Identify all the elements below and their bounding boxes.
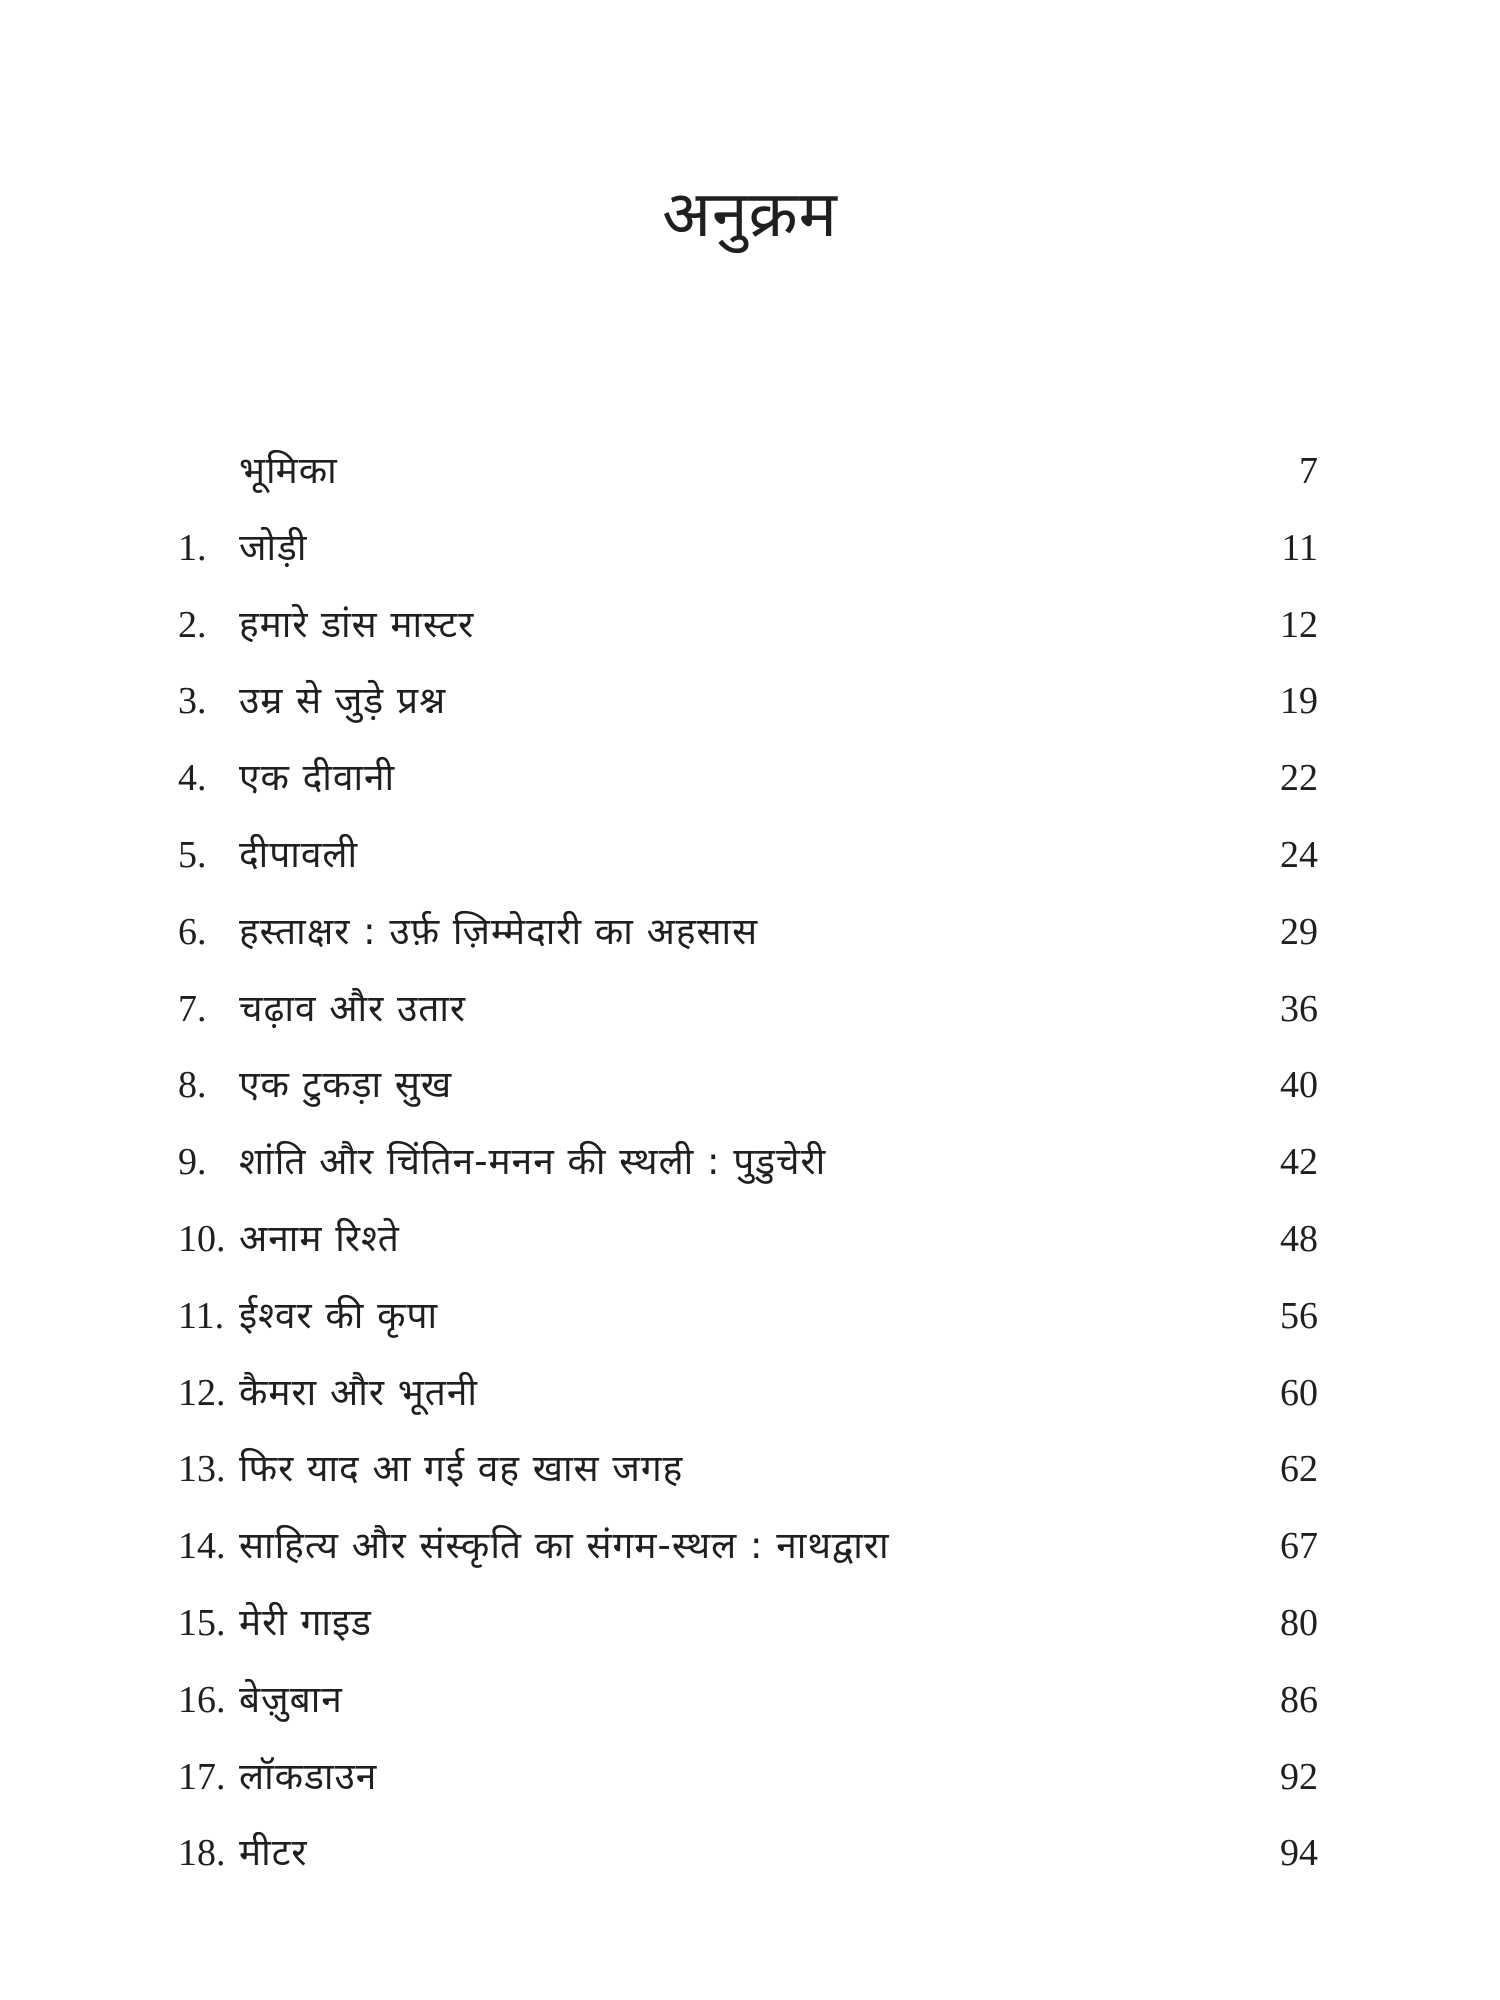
toc-row: [178, 1585, 1318, 1662]
toc-page-number: 94: [1280, 1832, 1318, 1875]
toc-page-number: 40: [1280, 1064, 1318, 1107]
toc-page-number: 86: [1280, 1678, 1318, 1721]
toc-row: [178, 1047, 1318, 1124]
toc-page-number: 62: [1280, 1448, 1318, 1491]
toc-row: [178, 1201, 1318, 1278]
toc-row: [178, 894, 1318, 971]
toc-label: फिर याद आ गई वह खास जगह: [239, 1447, 684, 1491]
toc-page-number: 11: [1281, 526, 1318, 569]
toc-number: 15.: [178, 1601, 226, 1644]
toc-label: बेज़ुबान: [239, 1677, 343, 1721]
toc-row: [178, 740, 1318, 817]
toc-number: 1.: [178, 526, 207, 569]
toc-number: 14.: [178, 1525, 226, 1568]
toc-page-number: 48: [1280, 1217, 1318, 1260]
toc-number: 11.: [178, 1294, 225, 1337]
toc-row: [178, 1662, 1318, 1739]
toc-row: [178, 1431, 1318, 1508]
toc-row: [178, 1278, 1318, 1355]
toc-label: हस्ताक्षर : उर्फ़ ज़िम्मेदारी का अहसास: [239, 909, 759, 953]
toc-page-number: 60: [1280, 1371, 1318, 1414]
toc-label: जोड़ी: [239, 525, 308, 569]
toc-number: 5.: [178, 833, 207, 876]
toc-number: 17.: [178, 1755, 226, 1798]
toc-page-number: 36: [1280, 987, 1318, 1030]
toc-page-number: 19: [1280, 680, 1318, 723]
toc-number: 13.: [178, 1448, 226, 1491]
toc-page-number: 92: [1280, 1755, 1318, 1798]
toc-label: एक टुकड़ा सुख: [239, 1063, 453, 1107]
toc-page-number: 22: [1280, 757, 1318, 800]
toc-page-number: 42: [1280, 1141, 1318, 1184]
toc-label: शांति और चिंतिन-मनन की स्थली : पुडुचेरी: [239, 1140, 827, 1184]
toc-number: 8.: [178, 1064, 207, 1107]
toc-label: भूमिका: [239, 449, 338, 492]
toc-label: मेरी गाइड: [239, 1600, 372, 1644]
toc-number: 4.: [178, 757, 207, 800]
toc-page-number: 56: [1280, 1294, 1318, 1337]
table-of-contents: [178, 433, 1318, 1892]
toc-number: 18.: [178, 1832, 226, 1875]
toc-page-number: 67: [1280, 1525, 1318, 1568]
toc-row: [178, 510, 1318, 587]
toc-number: 10.: [178, 1217, 226, 1260]
toc-page-number: 29: [1280, 910, 1318, 953]
toc-label: ईश्वर की कृपा: [239, 1293, 439, 1337]
toc-label: अनाम रिश्ते: [239, 1216, 400, 1260]
toc-row: [178, 971, 1318, 1048]
toc-page-number: 7: [1299, 450, 1318, 492]
toc-row: [178, 1508, 1318, 1585]
toc-number: 2.: [178, 603, 207, 646]
toc-label: साहित्य और संस्कृति का संगम-स्थल : नाथद्वारा: [239, 1524, 890, 1568]
toc-row: [178, 1355, 1318, 1432]
toc-label: दीपावली: [239, 832, 359, 876]
toc-page-number: 12: [1280, 603, 1318, 646]
toc-label: हमारे डांस मास्टर: [239, 602, 475, 646]
toc-row: [178, 817, 1318, 894]
toc-number: 7.: [178, 987, 207, 1030]
toc-label: चढ़ाव और उतार: [239, 986, 467, 1030]
toc-label: मीटर: [239, 1831, 308, 1875]
toc-number: 9.: [178, 1141, 207, 1184]
toc-number: 6.: [178, 910, 207, 953]
toc-label: उम्र से जुड़े प्रश्न: [239, 679, 447, 723]
toc-row: [178, 663, 1318, 740]
toc-label: लॉकडाउन: [239, 1754, 378, 1798]
toc-number: 3.: [178, 680, 207, 723]
toc-row: [178, 1739, 1318, 1816]
toc-page-number: 24: [1280, 833, 1318, 876]
toc-row: [178, 587, 1318, 664]
toc-number: 12.: [178, 1371, 226, 1414]
toc-page-number: 80: [1280, 1601, 1318, 1644]
toc-number: 16.: [178, 1678, 226, 1721]
toc-row: [178, 433, 1318, 510]
toc-label: कैमरा और भूतनी: [239, 1370, 478, 1414]
toc-row: [178, 1815, 1318, 1892]
toc-label: एक दीवानी: [239, 756, 396, 800]
toc-row: [178, 1124, 1318, 1201]
page-title: अनुक्रम: [662, 178, 838, 252]
